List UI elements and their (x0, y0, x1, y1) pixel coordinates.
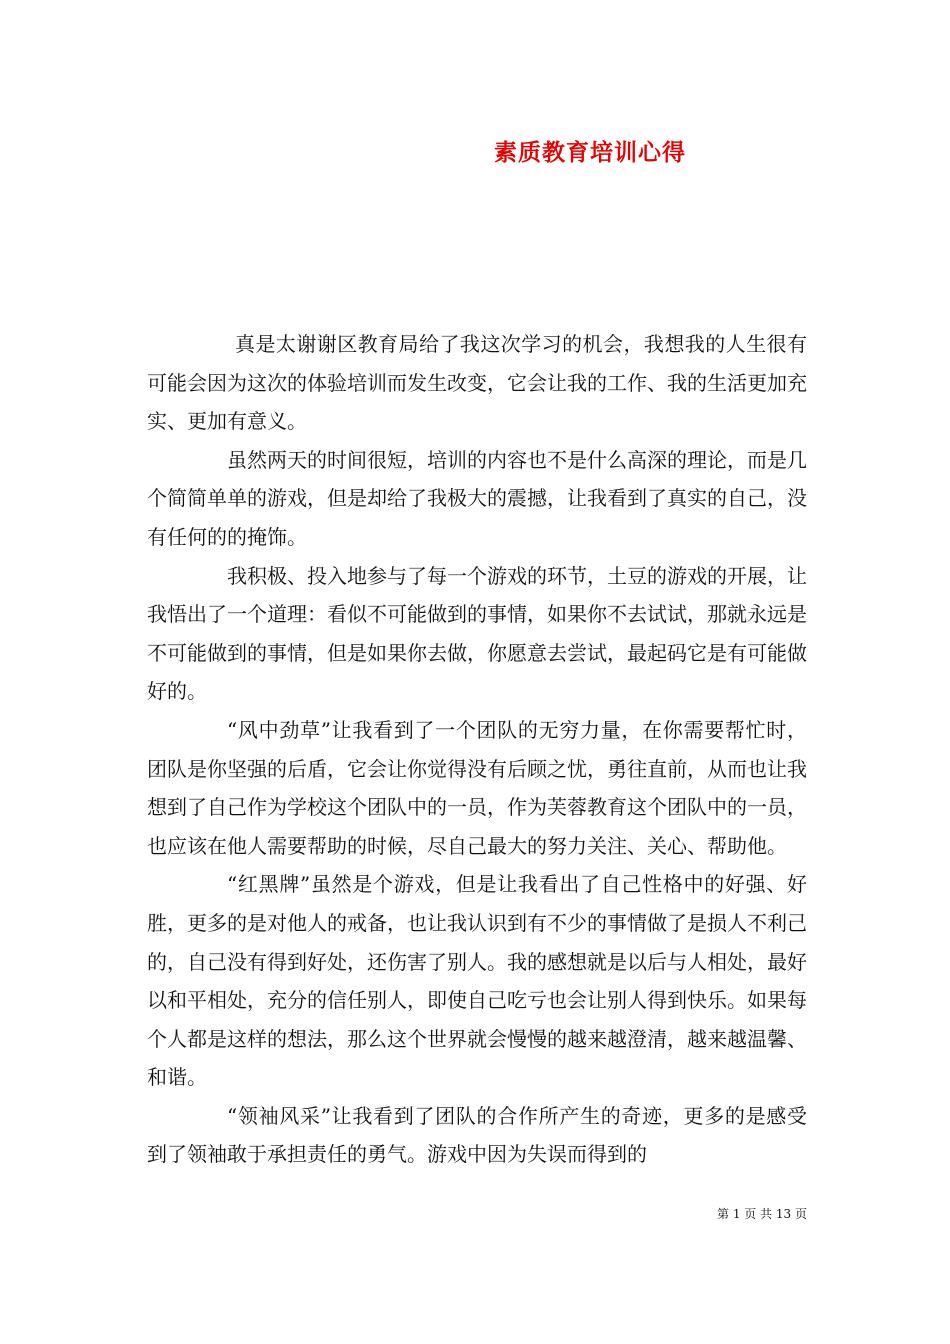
paragraph-2: 虽然两天的时间很短，培训的内容也不是什么高深的理论，而是几个简简单单的游戏，但是却给了我极大的震撼，让我看到了真实的自己，没有任何的的掩饰。 (147, 447, 807, 549)
paragraph-5: “红黑牌”虽然是个游戏，但是让我看出了自己性格中的好强、好胜，更多的是对他人的戒备，也让我认识到有不少的事情做了是损人不利己的，自己没有得到好处，还伤害了别人。我的感想就是以后与人相处，最好以和平相处，充分的信任别人，即使自己吃亏也会让别人得到快乐。如果每个人都是这样的想法，那么这个世界就会慢慢的越来越澄清，越来越温馨、和谐。 (147, 872, 807, 1090)
document-body (147, 325, 807, 1174)
paragraph-4: “风中劲草”让我看到了一个团队的无穷力量，在你需要帮忙时，团队是你坚强的后盾，它会让你觉得没有后顾之忧，勇往直前，从而也让我想到了自己作为学校这个团队中的一员，作为芙蓉教育这个团队中的一员，也应该在他人需要帮助的时候，尽自己最大的努力关注、关心、帮助他。 (147, 717, 807, 858)
paragraph-3: 我积极、投入地参与了每一个游戏的环节，土豆的游戏的开展，让我悟出了一个道理：看似不可能做到的事情，如果你不去试试，那就永远是不可能做到的事情，但是如果你去做，你愿意去尝试，最起码它是有可能做好的。 (147, 563, 807, 704)
document-title: 素质教育培训心得 (494, 139, 686, 166)
paragraph-6: “领袖风采”让我看到了团队的合作所产生的奇迹，更多的是感受到了领袖敢于承担责任的勇气。游戏中因为失误而得到的 (147, 1103, 807, 1167)
page-number-footer: 第 1 页 共 13 页 (717, 1207, 807, 1221)
paragraph-1: 真是太谢谢区教育局给了我这次学习的机会，我想我的人生很有可能会因为这次的体验培训而发生改变，它会让我的工作、我的生活更加充实、更加有意义。 (147, 332, 807, 434)
